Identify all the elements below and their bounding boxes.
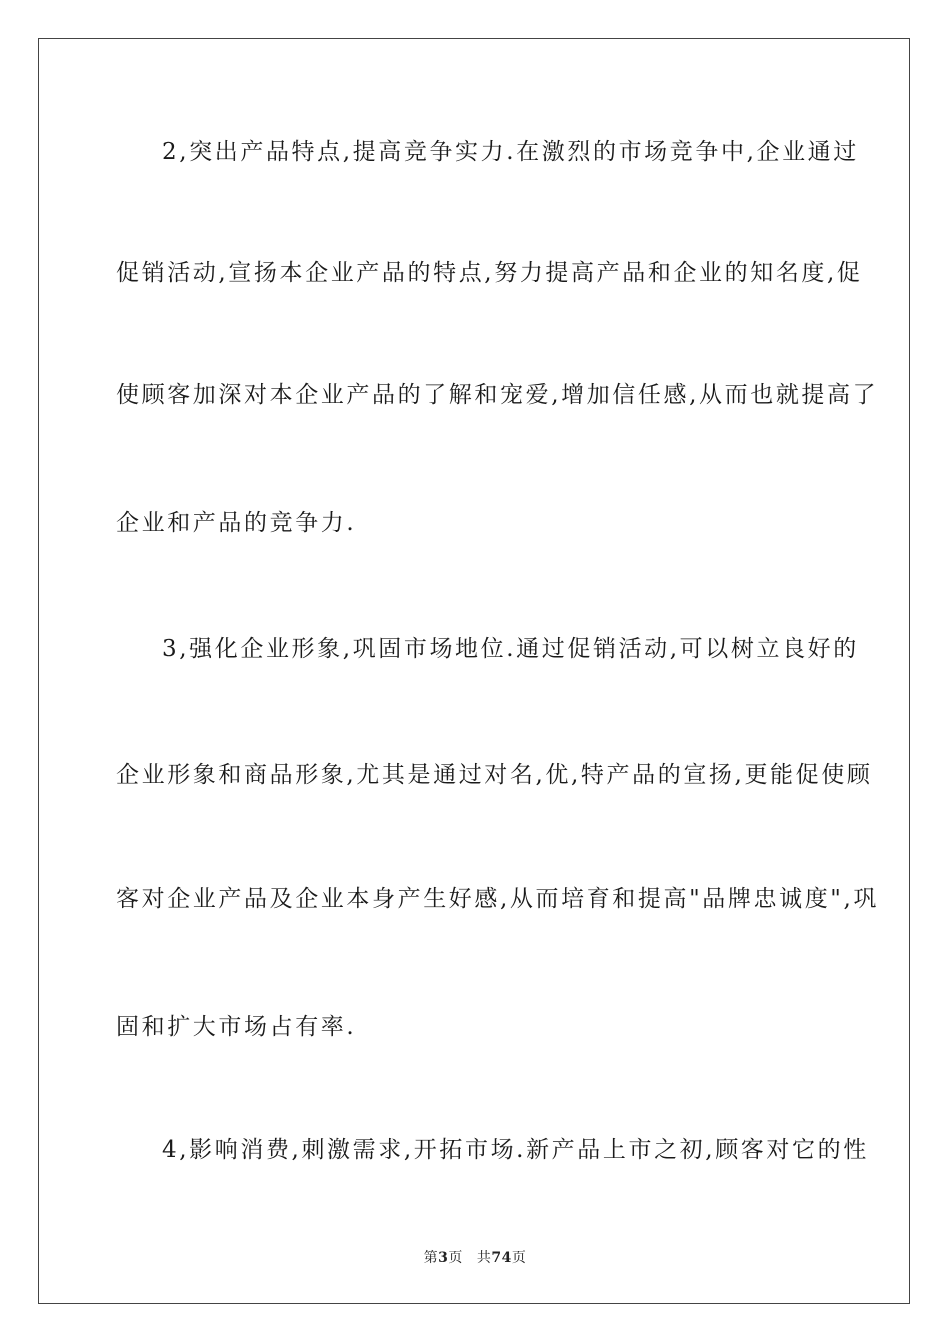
- page-footer: [0, 1247, 950, 1267]
- paragraph-2-line-3: 使顾客加深对本企业产品的了解和宠爱,增加信任感,从而也就提高了: [116, 382, 879, 408]
- paragraph-4-line-1: 4,影响消费,刺激需求,开拓市场.新产品上市之初,顾客对它的性: [162, 1137, 869, 1163]
- total-pages: 74: [491, 1250, 512, 1266]
- paragraph-3-line-2: 企业形象和商品形象,尤其是通过对名,优,特产品的宣扬,更能促使顾: [116, 762, 873, 788]
- paragraph-2-line-4: 企业和产品的竞争力.: [116, 510, 357, 536]
- paragraph-2-line-2: 促销活动,宣扬本企业产品的特点,努力提高产品和企业的知名度,促: [116, 260, 863, 286]
- page-number: 3: [438, 1250, 449, 1266]
- total-prefix: 共: [476, 1250, 492, 1266]
- paragraph-3-line-4: 固和扩大市场占有率.: [116, 1014, 357, 1040]
- page-prefix: 第: [423, 1250, 439, 1266]
- total-suffix: 页: [511, 1250, 527, 1266]
- page-border: [38, 38, 910, 1304]
- paragraph-3-line-1: 3,强化企业形象,巩固市场地位.通过促销活动,可以树立良好的: [162, 636, 859, 662]
- page-suffix: 页: [448, 1250, 463, 1266]
- paragraph-3-line-3: 客对企业产品及企业本身产生好感,从而培育和提高"品牌忠诚度",巩: [116, 886, 879, 912]
- paragraph-2-line-1: 2,突出产品特点,提高竞争实力.在激烈的市场竞争中,企业通过: [162, 139, 859, 165]
